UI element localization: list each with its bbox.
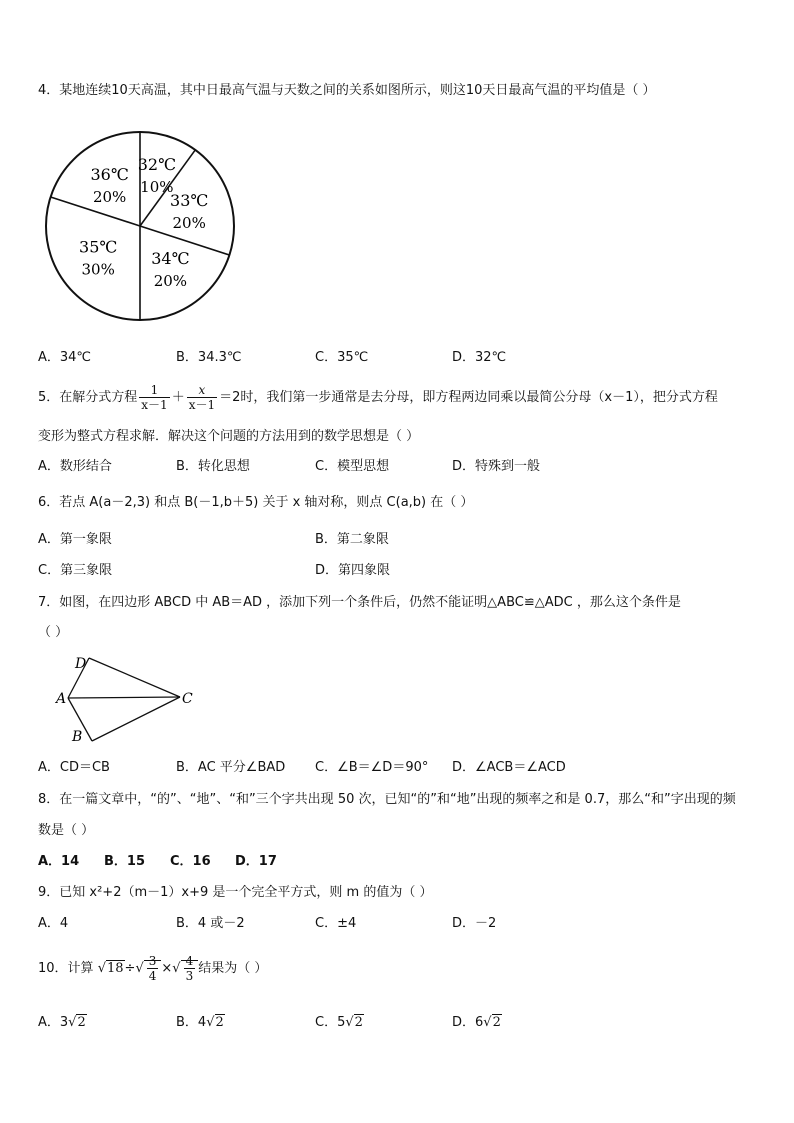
q4-option-c[interactable]: C．35℃ bbox=[315, 350, 369, 365]
q6-option-b[interactable]: B．第二象限 bbox=[315, 532, 389, 547]
q7-segment-ac bbox=[68, 697, 180, 698]
q4-pie-label-pct-3: 20% bbox=[153, 271, 188, 290]
q6-stem: 6．若点 A(a－2,3) 和点 B(－1,b＋5) 关于 x 轴对称，则点 C(a,b) 在（ ） bbox=[38, 495, 474, 510]
q10-option-b-radicand: 2 bbox=[215, 1015, 224, 1030]
q7-label-d: D bbox=[75, 656, 87, 672]
q9-stem: 9．已知 x²+2（m－1）x+9 是一个完全平方式，则 m 的值为（ ） bbox=[38, 885, 433, 900]
q5-stem bbox=[38, 382, 718, 414]
q8-option-b[interactable]: B．15 bbox=[104, 854, 145, 869]
q10-frac-2-num: 4 bbox=[185, 954, 194, 968]
q8-option-a[interactable]: A．14 bbox=[38, 854, 80, 869]
q10-sqrt-frac-1: √ $\frac{3}{4}$ bbox=[135, 950, 161, 988]
q5-fraction-2-num: x bbox=[198, 383, 206, 397]
q9-option-c[interactable]: C．±4 bbox=[315, 916, 357, 931]
q10-option-b[interactable] bbox=[176, 1014, 225, 1032]
q4-option-b[interactable]: B．34.3℃ bbox=[176, 350, 242, 365]
q5-plus: ＋ bbox=[171, 390, 185, 405]
q5-fraction-2-den: x－1 bbox=[188, 398, 216, 412]
q10-frac-1-den: 4 bbox=[148, 969, 157, 983]
q5-stem-line2: 变形为整式方程求解．解决这个问题的方法用到的数学思想是（ ） bbox=[38, 429, 420, 444]
q10-stem bbox=[38, 950, 267, 988]
q6-option-a[interactable]: A．第一象限 bbox=[38, 532, 112, 547]
q7-segment-bc bbox=[92, 697, 180, 741]
q10-option-c[interactable] bbox=[315, 1014, 364, 1032]
q5-fraction-1-num: 1 bbox=[150, 383, 159, 397]
q10-option-a-label: A．3 bbox=[38, 1015, 69, 1030]
q9-option-d[interactable]: D．－2 bbox=[452, 916, 497, 931]
q6-option-c[interactable]: C．第三象限 bbox=[38, 563, 113, 578]
q7-stem-line2: （ ） bbox=[38, 625, 69, 640]
q10-frac-1-num: 3 bbox=[148, 954, 157, 968]
q4-stem: 4．某地连续10天高温，其中日最高气温与天数之间的关系如图所示，则这10天日最高气温的平均值是（ ） bbox=[38, 83, 656, 98]
q4-pie-label-pct-4: 30% bbox=[81, 260, 115, 279]
q10-stem-pre: 10．计算 bbox=[38, 961, 94, 976]
q5-fraction-2 bbox=[187, 383, 217, 412]
q9-option-b[interactable]: B．4 或－2 bbox=[176, 916, 245, 931]
q4-pie-label-temp-4: 35℃ bbox=[79, 237, 118, 257]
q5-option-a[interactable]: A．数形结合 bbox=[38, 459, 112, 474]
q4-pie-label-temp-5: 36℃ bbox=[90, 165, 129, 185]
q4-pie-label-pct-2: 20% bbox=[172, 214, 206, 233]
q4-pie-label-pct-5: 20% bbox=[92, 188, 127, 207]
q4-pie-label-temp-2: 33℃ bbox=[170, 191, 209, 211]
q10-option-b-sqrt: √2 bbox=[206, 1015, 224, 1030]
q10-option-d[interactable] bbox=[452, 1014, 502, 1032]
q10-option-d-radicand: 2 bbox=[492, 1015, 501, 1030]
q7-label-a: A bbox=[56, 691, 67, 707]
q8-stem-line2: 数是（ ） bbox=[38, 823, 95, 838]
q10-sqrt-18: √18 bbox=[97, 961, 124, 976]
q7-label-b: B bbox=[72, 729, 83, 745]
q5-option-d[interactable]: D．特殊到一般 bbox=[452, 459, 541, 474]
q4-pie-label-pct-1: 10% bbox=[140, 178, 174, 197]
q9-option-a[interactable]: A．4 bbox=[38, 916, 69, 931]
q10-option-c-label: C．5 bbox=[315, 1015, 346, 1030]
q4-pie-label-temp-1: 32℃ bbox=[137, 155, 176, 175]
q10-frac-2-den: 3 bbox=[185, 969, 194, 983]
q7-quadrilateral-diagram bbox=[52, 652, 222, 747]
q7-option-a[interactable]: A．CD＝CB bbox=[38, 760, 110, 775]
q10-divide-sign: ÷ bbox=[124, 961, 136, 976]
q10-option-a-radicand: 2 bbox=[77, 1015, 86, 1030]
q10-option-c-radicand: 2 bbox=[354, 1015, 363, 1030]
q4-option-d[interactable]: D．32℃ bbox=[452, 350, 507, 365]
q10-stem-post: 结果为（ ） bbox=[198, 961, 268, 976]
q4-option-a[interactable]: A．34℃ bbox=[38, 350, 92, 365]
q7-option-b[interactable]: B．AC 平分∠BAD bbox=[176, 760, 286, 775]
q8-stem: 8．在一篇文章中，“的”、“地”、“和”三个字共出现 50 次，已知“的”和“地”出现的频率之和是 0.7，那么“和”字出现的频 bbox=[38, 792, 736, 807]
q10-option-a-sqrt: √2 bbox=[68, 1015, 86, 1030]
q7-option-c[interactable]: C．∠B＝∠D＝90° bbox=[315, 760, 429, 775]
q5-stem-pre: 5．在解分式方程 bbox=[38, 390, 138, 405]
q10-times-sign: × bbox=[161, 961, 173, 976]
q10-sqrt-18-radicand: 18 bbox=[106, 961, 124, 976]
q7-option-d[interactable]: D．∠ACB＝∠ACD bbox=[452, 760, 566, 775]
q6-option-d[interactable]: D．第四象限 bbox=[315, 563, 391, 578]
q5-option-b[interactable]: B．转化思想 bbox=[176, 459, 250, 474]
q8-option-c[interactable]: C．16 bbox=[170, 854, 211, 869]
q7-stem: 7．如图，在四边形 ABCD 中 AB＝AD ，添加下列一个条件后，仍然不能证明△ABC≌△ADC ，那么这个条件是 bbox=[38, 595, 681, 610]
q8-option-d[interactable]: D．17 bbox=[235, 854, 277, 869]
q5-fraction-1 bbox=[139, 383, 169, 412]
q5-stem-post: ＝2时，我们第一步通常是去分母，即方程两边同乘以最简公分母（x－1），把分式方程 bbox=[219, 390, 718, 405]
q4-pie-chart bbox=[40, 126, 240, 326]
q4-pie-label-temp-3: 34℃ bbox=[151, 248, 190, 268]
q10-option-b-label: B．4 bbox=[176, 1015, 207, 1030]
q7-segment-dc bbox=[89, 658, 180, 697]
q10-option-c-sqrt: √2 bbox=[345, 1015, 363, 1030]
q10-option-a[interactable] bbox=[38, 1014, 87, 1032]
q5-fraction-1-den: x－1 bbox=[141, 398, 168, 412]
q7-label-c: C bbox=[182, 691, 193, 707]
q10-sqrt-frac-2: √ $\frac{4}{3}$ bbox=[172, 950, 198, 988]
q10-option-d-sqrt: √2 bbox=[483, 1015, 501, 1030]
q5-option-c[interactable]: C．模型思想 bbox=[315, 459, 390, 474]
q10-option-d-label: D．6 bbox=[452, 1015, 484, 1030]
